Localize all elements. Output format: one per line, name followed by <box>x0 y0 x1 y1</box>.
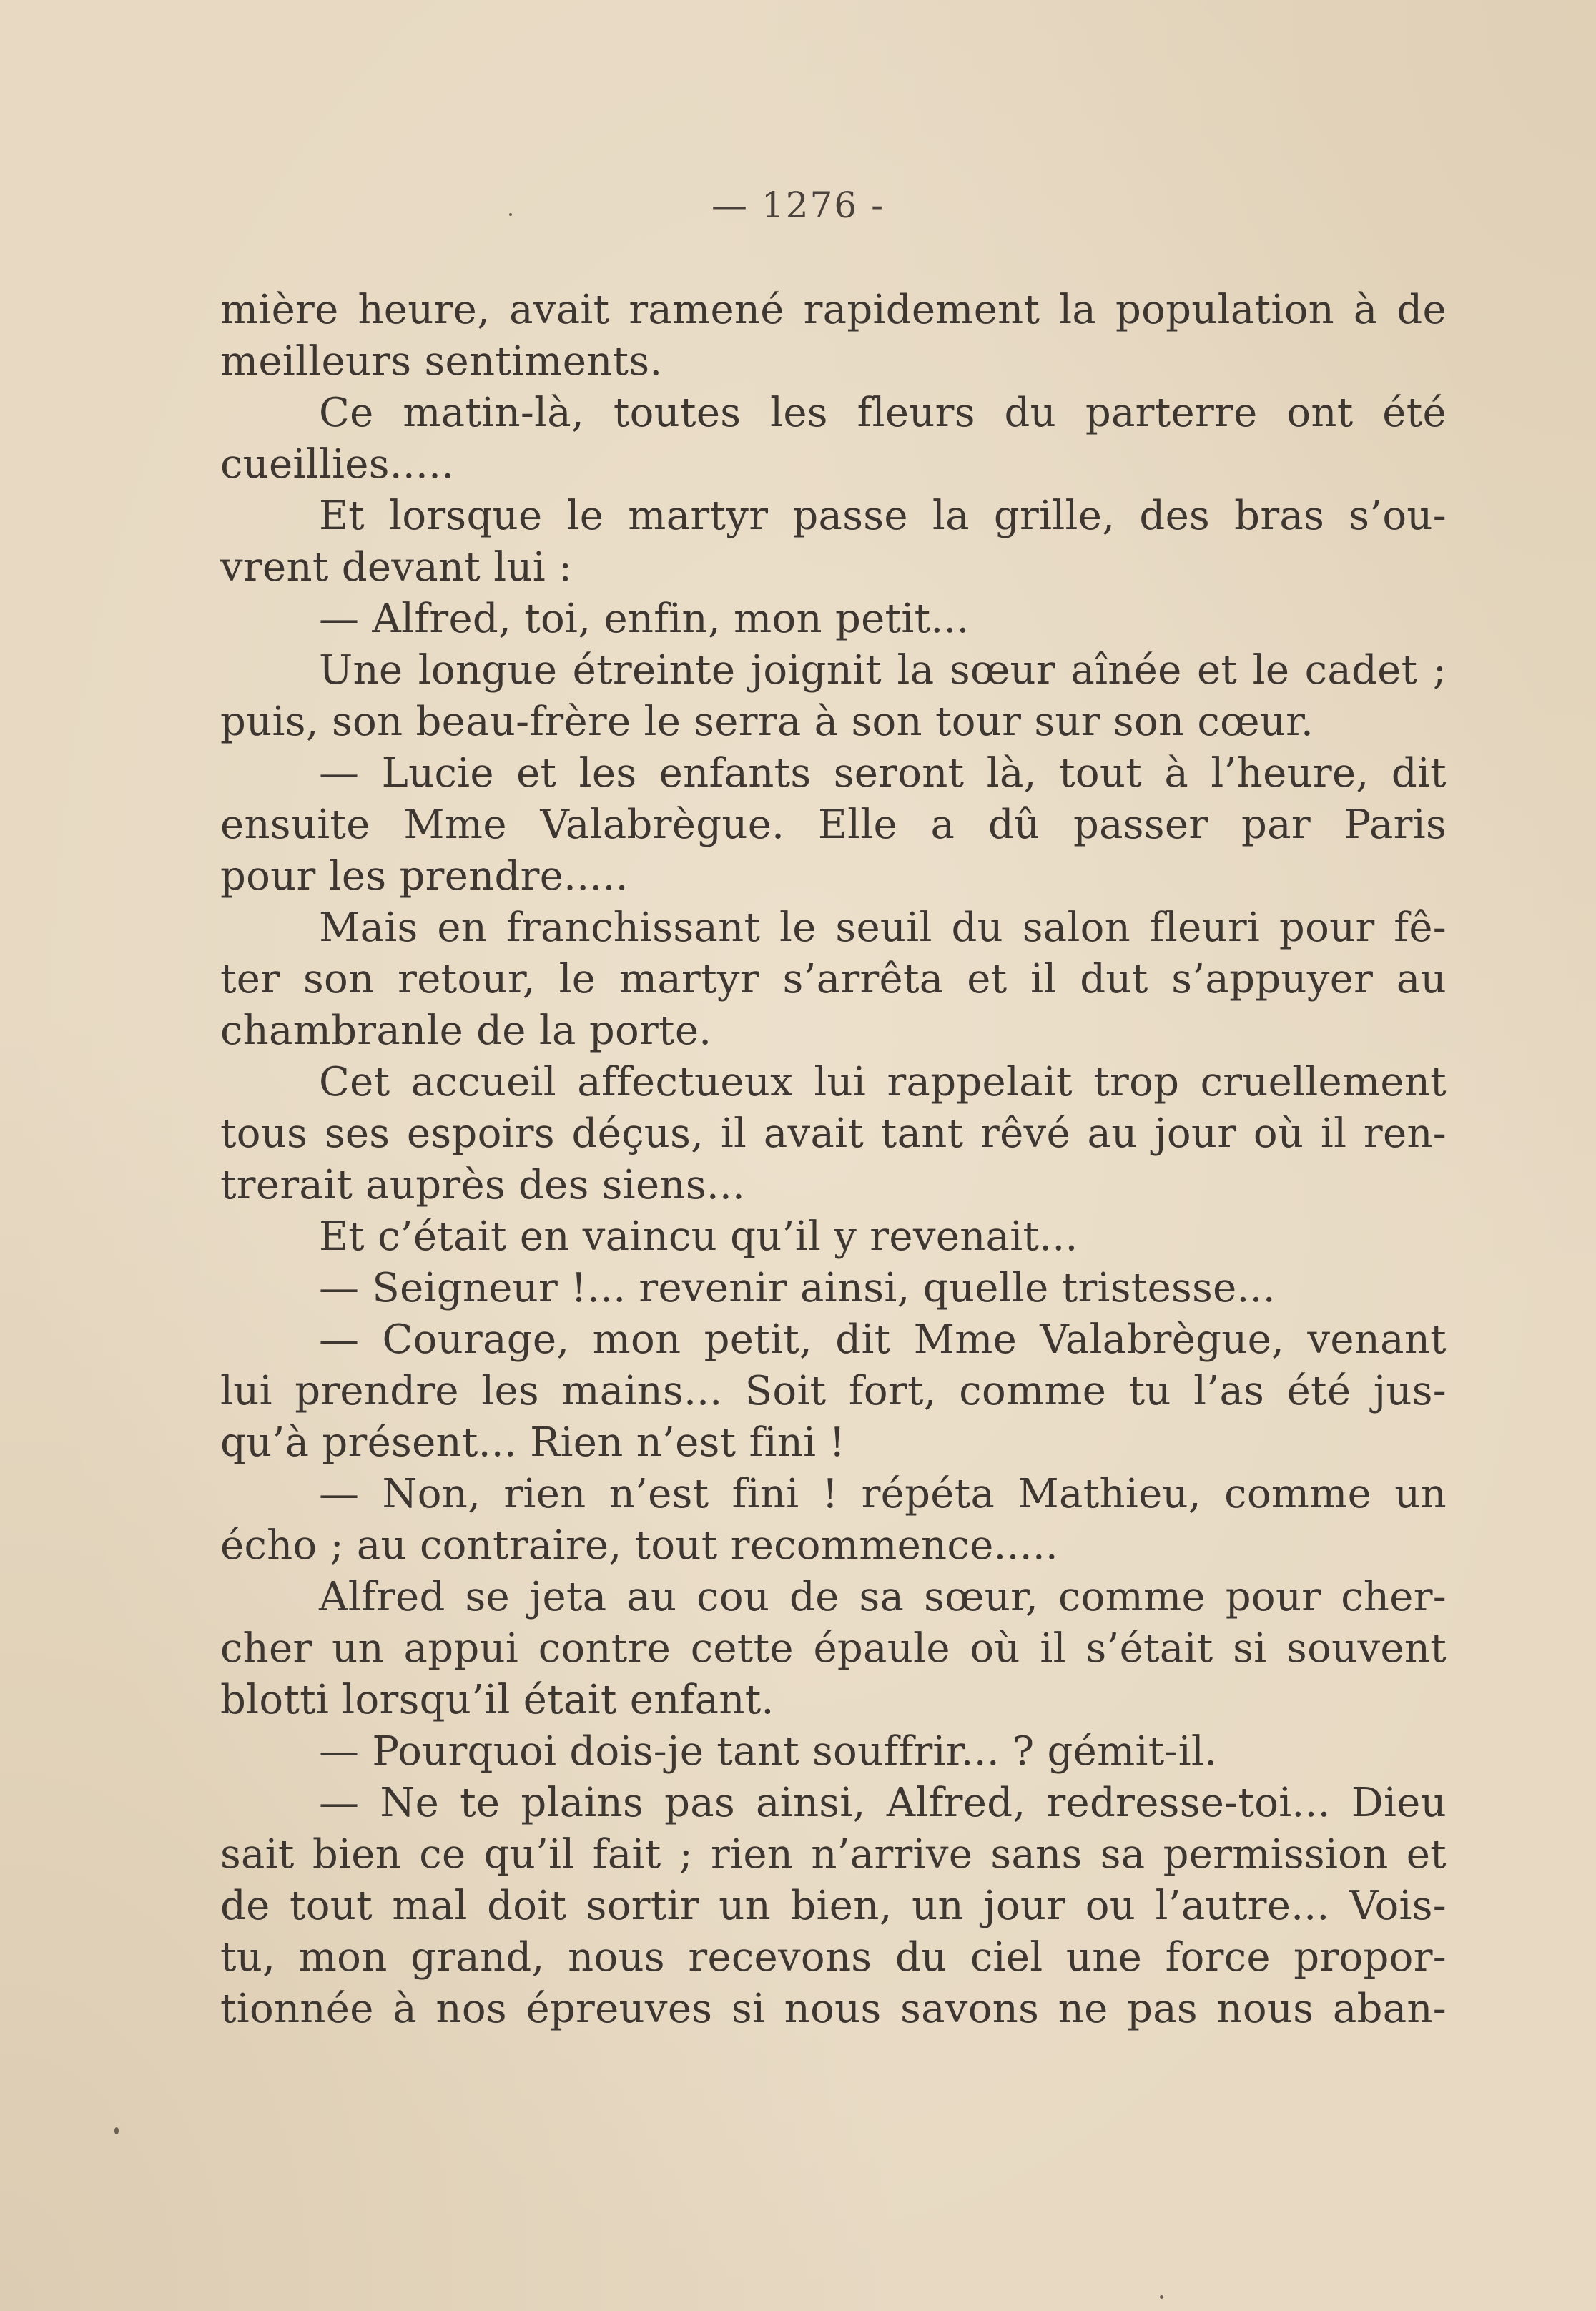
paper-speck <box>114 2127 119 2134</box>
page-number: — 1276 - <box>711 184 885 226</box>
text-line: — Non, rien n’est fini ! répéta Mathieu, comme un <box>319 1471 1447 1517</box>
text-line: trerait auprès des siens... <box>220 1162 746 1208</box>
text-line: — Lucie et les enfants seront là, tout à l’heure, dit <box>319 750 1447 797</box>
text-line: — Ne te plains pas ainsi, Alfred, redresse-toi... Dieu <box>319 1780 1447 1826</box>
text-line: mière heure, avait ramené rapidement la population à de <box>220 287 1447 333</box>
body-text <box>220 285 1447 2035</box>
text-line: de tout mal doit sortir un bien, un jour ou l’autre... Vois- <box>220 1883 1447 1929</box>
text-line: — Alfred, toi, enfin, mon petit... <box>319 596 970 642</box>
text-line: — Seigneur !... revenir ainsi, quelle tristesse... <box>319 1265 1276 1311</box>
text-line: Ce matin-là, toutes les fleurs du parterre ont été <box>319 390 1447 436</box>
text-line: cher un appui contre cette épaule où il s’était si souvent <box>220 1625 1447 1672</box>
text-line: écho ; au contraire, tout recommence..... <box>220 1522 1059 1569</box>
text-line: Une longue étreinte joignit la sœur aînée et le cadet ; <box>319 647 1447 694</box>
text-line: puis, son beau-frère le serra à son tour sur son cœur. <box>220 699 1314 745</box>
text-line: Et lorsque le martyr passe la grille, des bras s’ou- <box>319 493 1447 539</box>
text-line: cueillies..... <box>220 441 455 488</box>
text-line: Cet accueil affectueux lui rappelait trop cruellement <box>319 1059 1447 1105</box>
text-line: vrent devant lui : <box>220 544 573 591</box>
text-line: ensuite Mme Valabrègue. Elle a dû passer par Paris <box>220 802 1447 848</box>
text-line: — Pourquoi dois-je tant souffrir... ? gémit-il. <box>319 1728 1218 1775</box>
text-line: tu, mon grand, nous recevons du ciel une force propor- <box>220 1934 1447 1981</box>
text-line: chambranle de la porte. <box>220 1007 712 1054</box>
text-line: ter son retour, le martyr s’arrêta et il dut s’appuyer au <box>220 956 1447 1002</box>
text-line: sait bien ce qu’il fait ; rien n’arrive sans sa permission et <box>220 1831 1447 1878</box>
text-line: meilleurs sentiments. <box>220 338 663 385</box>
text-line: — Courage, mon petit, dit Mme Valabrègue, venant <box>319 1316 1447 1363</box>
text-line: pour les prendre..... <box>220 853 629 900</box>
paper-speck <box>509 213 512 216</box>
text-line: lui prendre les mains... Soit fort, comme tu l’as été jus- <box>220 1368 1447 1414</box>
text-line: Mais en franchissant le seuil du salon fleuri pour fê- <box>319 905 1447 951</box>
paper-speck <box>1160 2295 1163 2299</box>
text-line: tous ses espoirs déçus, il avait tant rêvé au jour où il ren- <box>220 1110 1447 1157</box>
text-line: Alfred se jeta au cou de sa sœur, comme pour cher- <box>319 1574 1447 1620</box>
text-line: tionnée à nos épreuves si nous savons ne pas nous aban- <box>220 1986 1447 2032</box>
text-line: Et c’était en vaincu qu’il y revenait... <box>319 1213 1078 1260</box>
text-line: blotti lorsqu’il était enfant. <box>220 1677 774 1723</box>
text-line: qu’à présent... Rien n’est fini ! <box>220 1419 846 1466</box>
